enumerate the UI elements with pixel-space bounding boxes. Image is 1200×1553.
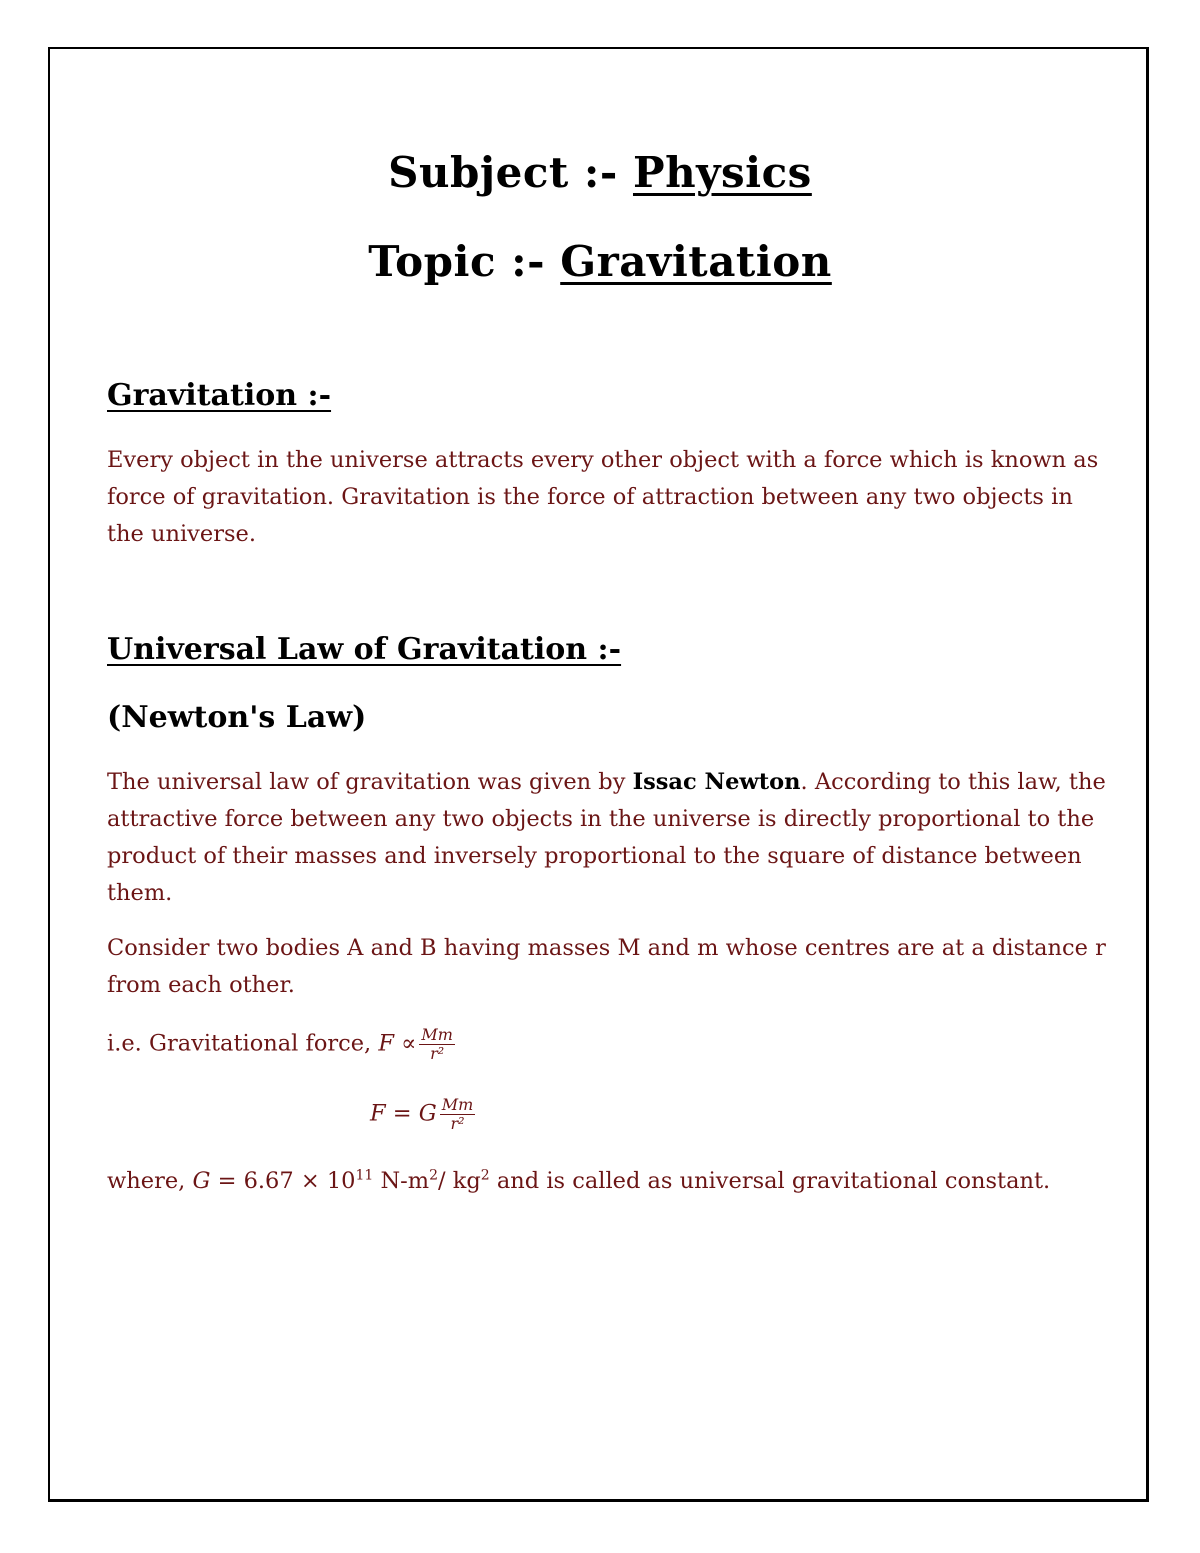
topic-title — [0, 237, 1200, 286]
gravitation-definition: Every object in the universe attracts every other object with a force which is known as force of gravitation. Gravitation is the force of attraction between any two objects in the universe. — [107, 447, 1099, 547]
subject-prefix: Subject :- — [388, 148, 633, 197]
universal-law-paragraph: The universal law of gravitation was given by Issac Newton. According to this law, the attractive force between any two objects in the universe is directly proportional to the product of their masses and inversely proportional to the square of distance between them. — [107, 769, 1106, 906]
newtons-law-subheading: (Newton's Law) — [107, 700, 367, 735]
topic-value: Gravitation — [560, 237, 832, 286]
gravitation-equation: F = G $\frac{Mm}{\text{r²}}$ — [370, 1095, 474, 1133]
issac-newton-bold: Issac Newton — [632, 769, 801, 795]
topic-prefix: Topic :- — [368, 237, 561, 286]
two-bodies-paragraph: Consider two bodies A and B having masses M and m whose centres are at a distance r from each other. — [107, 935, 1106, 998]
mass-over-distance-fraction: $\frac{Mm}{\text{r²}}$ — [421, 1025, 453, 1063]
gravitational-constant-line: where, $G = 6.67 \times 10^{11}$ $N-m^2/$ $kg^2$ and is called as universal gravitational constant. — [107, 1167, 1051, 1194]
subject-value: Physics — [632, 148, 812, 197]
subject-title — [0, 148, 1200, 197]
universal-law-heading: Universal Law of Gravitation :- — [107, 632, 622, 667]
gravitation-heading: Gravitation :- — [107, 378, 332, 413]
proportionality-equation: i.e. Gravitational force, F ∝ $\frac{Mm}{\text{r²}}$ — [107, 1025, 453, 1063]
mass-over-distance-fraction-2: $\frac{Mm}{\text{r²}}$ — [441, 1095, 474, 1133]
